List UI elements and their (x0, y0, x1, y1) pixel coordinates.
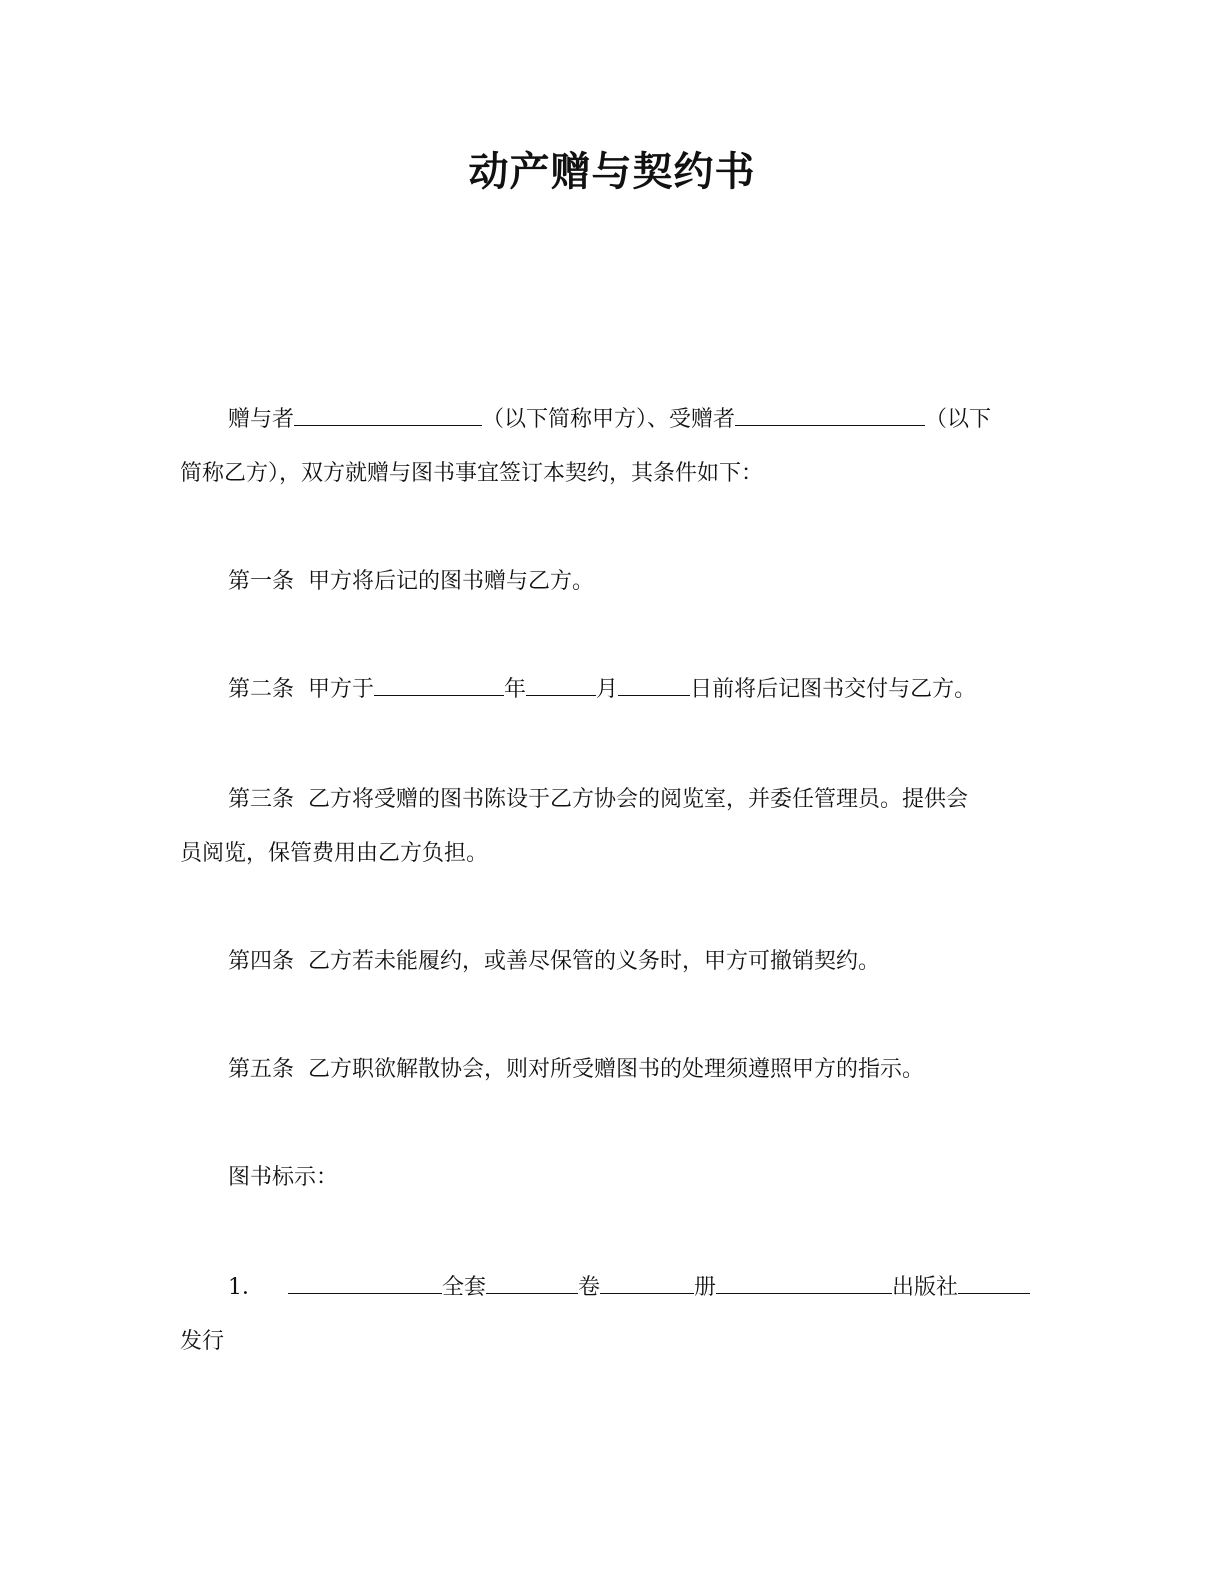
book-title-blank[interactable] (288, 1275, 442, 1294)
article-4 (0, 946, 1224, 978)
article-5 (0, 1054, 1224, 1086)
book-volume-blank[interactable] (486, 1275, 578, 1294)
delivery-year-blank[interactable] (374, 677, 504, 696)
article-2 (0, 674, 1224, 706)
article-1-text: 甲方将后记的图书赠与乙方。 (308, 569, 595, 594)
article-2-number: 第二条 (228, 677, 295, 702)
document-title: 动产赠与契约书 (468, 149, 756, 195)
book-item-1-index: 1． (228, 1275, 264, 1300)
book-copies-label: 册 (694, 1275, 717, 1300)
issue-blank[interactable] (958, 1275, 1030, 1294)
intro-line-2: 简称乙方），双方就赠与图书事宜签订本契约，其条件如下： (180, 461, 764, 486)
article-3-text-line-1: 乙方将受赠的图书陈设于乙方协会的阅览室，并委任管理员。提供会 (308, 787, 969, 812)
donor-label: 赠与者 (228, 407, 295, 432)
recipient-name-blank[interactable] (735, 407, 925, 426)
article-2-text-end: 日前将后记图书交付与乙方。 (690, 677, 977, 702)
article-2-text-start: 甲方于 (308, 677, 375, 702)
intro-line-1 (0, 404, 1224, 436)
article-1-number: 第一条 (228, 569, 295, 594)
article-3-number: 第三条 (228, 787, 295, 812)
article-3-line-2: 员阅览，保管费用由乙方负担。 (180, 841, 489, 866)
book-set-label: 全套 (442, 1275, 487, 1300)
donor-abbr: （以下简称甲方）、受赠者 (482, 407, 736, 432)
article-4-text: 乙方若未能履约，或善尽保管的义务时，甲方可撤销契约。 (308, 949, 881, 974)
book-item-1-issued: 发行 (180, 1329, 225, 1354)
book-list-heading: 图书标示： (228, 1165, 339, 1190)
year-label: 年 (504, 677, 527, 702)
delivery-day-blank[interactable] (618, 677, 690, 696)
delivery-month-blank[interactable] (526, 677, 596, 696)
article-5-number: 第五条 (228, 1057, 295, 1082)
donor-name-blank[interactable] (294, 407, 482, 426)
recipient-abbr-start: （以下 (925, 407, 992, 432)
article-1 (0, 566, 1224, 598)
article-3-line-1 (0, 784, 1224, 816)
article-5-text: 乙方职欲解散协会，则对所受赠图书的处理须遵照甲方的指示。 (308, 1057, 925, 1082)
publisher-label: 出版社 (892, 1275, 959, 1300)
book-item-1 (0, 1272, 1224, 1304)
publisher-name-blank[interactable] (716, 1275, 892, 1294)
month-label: 月 (596, 677, 619, 702)
book-volume-label: 卷 (578, 1275, 601, 1300)
book-copies-blank[interactable] (600, 1275, 694, 1294)
article-4-number: 第四条 (228, 949, 295, 974)
